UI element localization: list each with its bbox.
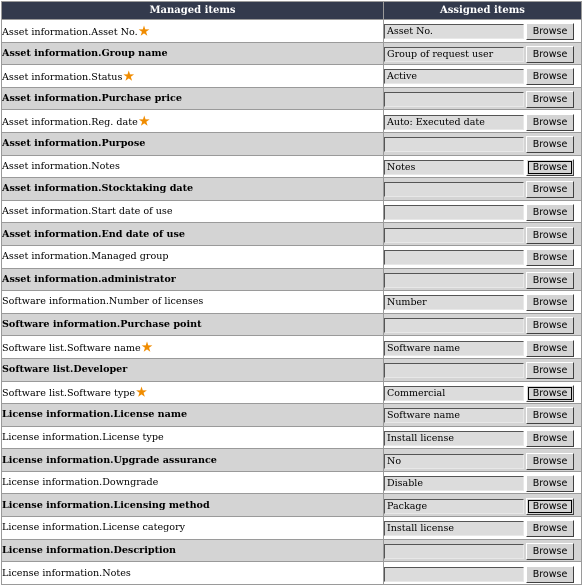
browse-button[interactable]: Browse xyxy=(526,498,574,515)
assigned-item-field[interactable] xyxy=(384,567,524,582)
item-mapping-table xyxy=(1,1,582,585)
assigned-item-cell xyxy=(384,268,582,291)
table-row xyxy=(2,20,582,43)
browse-button[interactable]: Browse xyxy=(526,68,574,85)
managed-item-cell xyxy=(2,223,384,246)
browse-button[interactable]: Browse xyxy=(526,204,574,221)
managed-item-cell xyxy=(2,517,384,540)
assigned-item-cell xyxy=(384,65,582,88)
assigned-item-field[interactable] xyxy=(384,363,524,378)
assigned-item-field[interactable] xyxy=(384,318,524,333)
assigned-item-field[interactable] xyxy=(384,137,524,152)
required-star-icon: ★ xyxy=(136,385,147,400)
browse-button[interactable]: Browse xyxy=(526,340,574,357)
browse-button[interactable]: Browse xyxy=(526,294,574,311)
browse-button[interactable]: Browse xyxy=(526,114,574,131)
assigned-item-field[interactable]: Software name xyxy=(384,408,524,423)
table-row xyxy=(2,539,582,562)
managed-item-cell xyxy=(2,404,384,427)
browse-button[interactable]: Browse xyxy=(526,249,574,266)
managed-item-label: License information.Description xyxy=(2,544,177,556)
assigned-item-cell xyxy=(384,110,582,133)
managed-item-cell xyxy=(2,381,384,404)
table-row xyxy=(2,562,582,585)
managed-item-label: License information.License name xyxy=(2,409,188,421)
managed-items-header: Managed items xyxy=(2,2,384,20)
required-star-icon: ★ xyxy=(138,114,150,129)
managed-item-cell xyxy=(2,178,384,201)
managed-item-cell xyxy=(2,426,384,449)
assigned-item-cell xyxy=(384,313,582,336)
assigned-item-cell xyxy=(384,449,582,472)
assigned-item-field[interactable]: Install license xyxy=(384,521,524,536)
managed-item-cell xyxy=(2,200,384,223)
browse-button[interactable]: Browse xyxy=(526,46,574,63)
managed-item-label: Software information.Purchase point xyxy=(2,319,202,331)
browse-button[interactable]: Browse xyxy=(526,227,574,244)
managed-item-label: Software list.Software type xyxy=(2,388,136,400)
browse-button[interactable]: Browse xyxy=(526,272,574,289)
assigned-item-field[interactable] xyxy=(384,273,524,288)
assigned-item-cell xyxy=(384,132,582,155)
assigned-item-field[interactable]: Commercial xyxy=(384,386,524,401)
assigned-item-cell xyxy=(384,562,582,585)
managed-item-label: Asset information.Notes xyxy=(2,160,120,172)
assigned-item-field[interactable]: Install license xyxy=(384,431,524,446)
assigned-item-cell xyxy=(384,87,582,110)
assigned-item-field[interactable] xyxy=(384,182,524,197)
managed-item-cell xyxy=(2,110,384,133)
managed-item-cell xyxy=(2,449,384,472)
required-star-icon: ★ xyxy=(138,23,150,38)
table-row xyxy=(2,155,582,178)
assigned-item-field[interactable]: Software name xyxy=(384,341,524,356)
managed-item-cell xyxy=(2,291,384,314)
assigned-item-field[interactable]: Group of request user xyxy=(384,47,524,62)
managed-item-label: Asset information.Purchase price xyxy=(2,93,182,105)
browse-button[interactable]: Browse xyxy=(526,543,574,560)
table-row xyxy=(2,291,582,314)
table-header-row xyxy=(2,2,582,20)
managed-item-cell xyxy=(2,313,384,336)
managed-item-label: Asset information.administrator xyxy=(2,273,176,285)
browse-button[interactable]: Browse xyxy=(526,407,574,424)
managed-item-cell xyxy=(2,155,384,178)
managed-item-cell xyxy=(2,336,384,359)
managed-item-label: License information.Downgrade xyxy=(2,477,159,489)
assigned-item-cell xyxy=(384,539,582,562)
assigned-item-cell xyxy=(384,494,582,517)
managed-item-cell xyxy=(2,20,384,43)
managed-item-label: License information.Notes xyxy=(2,567,131,579)
browse-button[interactable]: Browse xyxy=(526,362,574,379)
assigned-item-cell xyxy=(384,155,582,178)
managed-item-label: License information.Upgrade assurance xyxy=(2,454,217,466)
table-row xyxy=(2,426,582,449)
assigned-item-field[interactable] xyxy=(384,205,524,220)
assigned-item-field[interactable]: Asset No. xyxy=(384,24,524,39)
browse-button[interactable]: Browse xyxy=(526,91,574,108)
managed-item-cell xyxy=(2,471,384,494)
table-row xyxy=(2,223,582,246)
assigned-item-cell xyxy=(384,291,582,314)
table-row xyxy=(2,87,582,110)
required-star-icon: ★ xyxy=(141,340,153,355)
assigned-item-cell xyxy=(384,223,582,246)
assigned-item-cell xyxy=(384,426,582,449)
browse-button[interactable]: Browse xyxy=(526,23,574,40)
browse-button[interactable]: Browse xyxy=(526,136,574,153)
managed-item-label: Software list.Developer xyxy=(2,364,128,376)
assigned-item-cell xyxy=(384,404,582,427)
table-row xyxy=(2,42,582,65)
browse-button[interactable]: Browse xyxy=(526,520,574,537)
managed-item-label: Software information.Number of licenses xyxy=(2,296,204,308)
assigned-item-cell xyxy=(384,358,582,381)
managed-item-cell xyxy=(2,132,384,155)
assigned-item-field[interactable] xyxy=(384,228,524,243)
table-row xyxy=(2,381,582,404)
table-row xyxy=(2,200,582,223)
assigned-item-cell xyxy=(384,517,582,540)
managed-item-label: Asset information.Stocktaking date xyxy=(2,183,194,195)
browse-button[interactable]: Browse xyxy=(526,430,574,447)
assigned-item-field[interactable]: Package xyxy=(384,499,524,514)
browse-button[interactable]: Browse xyxy=(526,475,574,492)
browse-button[interactable]: Browse xyxy=(526,453,574,470)
managed-item-cell xyxy=(2,245,384,268)
assigned-item-field[interactable]: No xyxy=(384,454,524,469)
mapping-rows xyxy=(2,20,582,585)
managed-item-cell xyxy=(2,539,384,562)
assigned-items-header: Assigned items xyxy=(384,2,582,20)
table-row xyxy=(2,404,582,427)
table-row xyxy=(2,268,582,291)
managed-item-cell xyxy=(2,358,384,381)
assigned-item-cell xyxy=(384,471,582,494)
managed-item-label: Asset information.End date of use xyxy=(2,228,185,240)
managed-item-label: Asset information.Asset No. xyxy=(2,26,138,38)
managed-item-label: Asset information.Start date of use xyxy=(2,206,173,218)
table-row xyxy=(2,358,582,381)
managed-item-label: License information.License category xyxy=(2,522,186,534)
browse-button[interactable]: Browse xyxy=(526,385,574,402)
table-row xyxy=(2,132,582,155)
table-row xyxy=(2,65,582,88)
table-row xyxy=(2,494,582,517)
assigned-item-field[interactable] xyxy=(384,92,524,107)
browse-button[interactable]: Browse xyxy=(526,181,574,198)
assigned-item-cell xyxy=(384,381,582,404)
managed-item-label: Asset information.Reg. date xyxy=(2,117,138,129)
assigned-item-cell xyxy=(384,178,582,201)
assigned-item-cell xyxy=(384,336,582,359)
managed-item-label: Asset information.Managed group xyxy=(2,251,169,263)
assigned-item-field[interactable]: Auto: Executed date xyxy=(384,115,524,130)
assigned-item-field[interactable] xyxy=(384,250,524,265)
managed-item-cell xyxy=(2,494,384,517)
table-row xyxy=(2,336,582,359)
managed-item-label: License information.Licensing method xyxy=(2,499,210,511)
assigned-item-field[interactable]: Active xyxy=(384,69,524,84)
browse-button[interactable]: Browse xyxy=(526,566,574,583)
assigned-item-cell xyxy=(384,200,582,223)
managed-item-cell xyxy=(2,87,384,110)
browse-button[interactable]: Browse xyxy=(526,317,574,334)
required-star-icon: ★ xyxy=(123,68,135,83)
managed-item-label: Asset information.Group name xyxy=(2,47,168,59)
table-row xyxy=(2,517,582,540)
assigned-item-field[interactable]: Disable xyxy=(384,476,524,491)
managed-item-cell xyxy=(2,42,384,65)
assigned-item-field[interactable]: Notes xyxy=(384,160,524,175)
managed-item-label: Software list.Software name xyxy=(2,343,141,355)
managed-item-cell xyxy=(2,65,384,88)
assigned-item-cell xyxy=(384,42,582,65)
table-row xyxy=(2,178,582,201)
managed-item-label: Asset information.Purpose xyxy=(2,138,146,150)
table-row xyxy=(2,110,582,133)
table-row xyxy=(2,313,582,336)
browse-button[interactable]: Browse xyxy=(526,159,574,176)
table-row xyxy=(2,449,582,472)
managed-item-cell xyxy=(2,268,384,291)
table-row xyxy=(2,245,582,268)
assigned-item-cell xyxy=(384,20,582,43)
managed-item-label: License information.License type xyxy=(2,431,164,443)
assigned-item-field[interactable]: Number xyxy=(384,295,524,310)
assigned-item-cell xyxy=(384,245,582,268)
managed-item-cell xyxy=(2,562,384,585)
assigned-item-field[interactable] xyxy=(384,544,524,559)
managed-item-label: Asset information.Status xyxy=(2,71,123,83)
table-row xyxy=(2,471,582,494)
